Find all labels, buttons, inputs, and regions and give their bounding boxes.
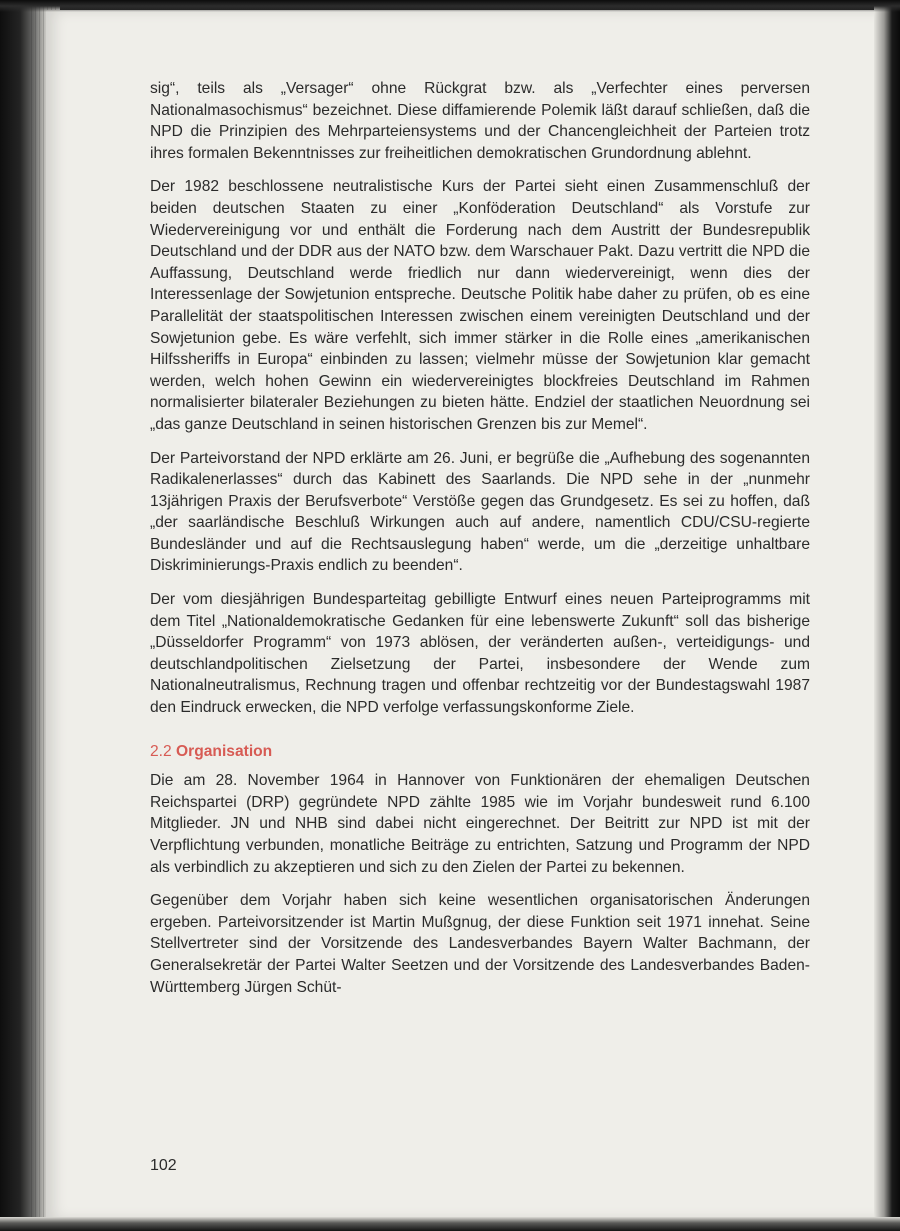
body-text (150, 78, 810, 1010)
section-title: Organisation (176, 742, 273, 760)
page-edge-bottom (0, 1217, 900, 1231)
paragraph: Der vom diesjährigen Bundesparteitag gebilligte Entwurf eines neuen Parteiprogramms mit dem Titel „Nationaldemokratische Gedanken für eine lebenswerte Zukunft“ soll das bisherige „Düsseldorfer Programm“ von 1973 ablösen, der veränderten außen-, verteidigungs- und deutschlandpolitischen Zielsetzung der Partei, insbesondere der Wende zum Nationalneutralismus, Rechnung tragen und offenbar rechtzeitig vor der Bundestagswahl 1987 den Eindruck erwecken, die NPD verfolge verfassungskonforme Ziele. (150, 591, 810, 717)
page-number: 102 (150, 1157, 177, 1174)
paragraph: Die am 28. November 1964 in Hannover von Funktionären der ehemaligen Deutschen Reichspartei (DRP) gegründete NPD zählte 1985 wie im Vorjahr bundesweit rund 6.100 Mitglieder. JN und NHB sind dabei nicht eingerechnet. Der Beitritt zur NPD ist mit der Verpflichtung verbunden, monatliche Beiträge zu entrichten, Satzung und Programm der NPD als verbindlich zu akzeptieren und sich zu den Zielen der Partei zu bekennen. (150, 772, 810, 876)
paragraph: Der 1982 beschlossene neutralistische Kurs der Partei sieht einen Zusammenschluß der beiden deutschen Staaten zu einer „Konföderation Deutschland“ als Vorstufe zur Wiedervereinigung vor und enthält die Forderung nach dem Austritt der Bundesrepublik Deutschland und der DDR aus der NATO bzw. dem Warschauer Pakt. Dazu vertritt die NPD die Auffassung, Deutschland werde friedlich nur dann wiedervereinigt, wenn dies der Interessenlage der Sowjetunion entspreche. Deutsche Politik habe daher zu prüfen, ob es eine Parallelität der staatspolitischen Interessen zwischen einem vereinigten Deutschland und der Sowjetunion gebe. Es wäre verfehlt, sich immer stärker in die Rolle eines „amerikanischen Hilfssheriffs in Europa“ einbinden zu lassen; vielmehr müsse der Sowjetunion klar gemacht werden, welch hohen Gewinn ein wiedervereinigtes blockfreies Deutschland im Rahmen normalisierter bilateraler Beziehungen zu bieten hätte. Endziel der staatlichen Neuordnung sei „das ganze Deutschland in seinen historischen Grenzen bis zur Memel“. (150, 178, 810, 433)
page-edge-right (874, 0, 900, 1231)
paragraph: sig“, teils als „Versager“ ohne Rückgrat bzw. als „Verfechter eines perversen Nationalmasochismus“ bezeichnet. Diese diffamierende Polemik läßt darauf schließen, daß die NPD die Prinzipien des Mehrparteiensystems und der Chancengleichheit der Parteien trotz ihres formalen Bekenntnisses zur freiheitlichen demokratischen Grundordnung ablehnt. (150, 80, 810, 162)
page-edge-top (0, 0, 900, 12)
paragraph: Der Parteivorstand der NPD erklärte am 26. Juni, er begrüße die „Aufhebung des sogenannten Radikalenerlasses“ durch das Kabinett des Saarlands. Die NPD sehe in der „nunmehr 13jährigen Praxis der Berufsverbote“ Verstöße gegen das Grundgesetz. Es sei zu hoffen, daß „der saarländische Beschluß Wirkungen auch auf andere, namentlich CDU/CSU-regierte Bundesländer und auf die Rechtsauslegung haben“ werde, um die „derzeitige unhaltbare Diskriminierungs-Praxis endlich zu beenden“. (150, 449, 810, 575)
paragraph: Gegenüber dem Vorjahr haben sich keine wesentlichen organisatorischen Änderungen ergeben. Parteivorsitzender ist Martin Mußgnug, der diese Funktion seit 1971 innehat. Seine Stellvertreter sind der Vorsitzende des Landesverbandes Bayern Walter Bachmann, der Generalsekretär der Partei Walter Seetzen und der Vorsitzende des Landesverbandes Baden-Württemberg Jürgen Schüt- (150, 892, 810, 996)
section-number: 2.2 (150, 742, 172, 760)
section-heading (150, 741, 810, 763)
